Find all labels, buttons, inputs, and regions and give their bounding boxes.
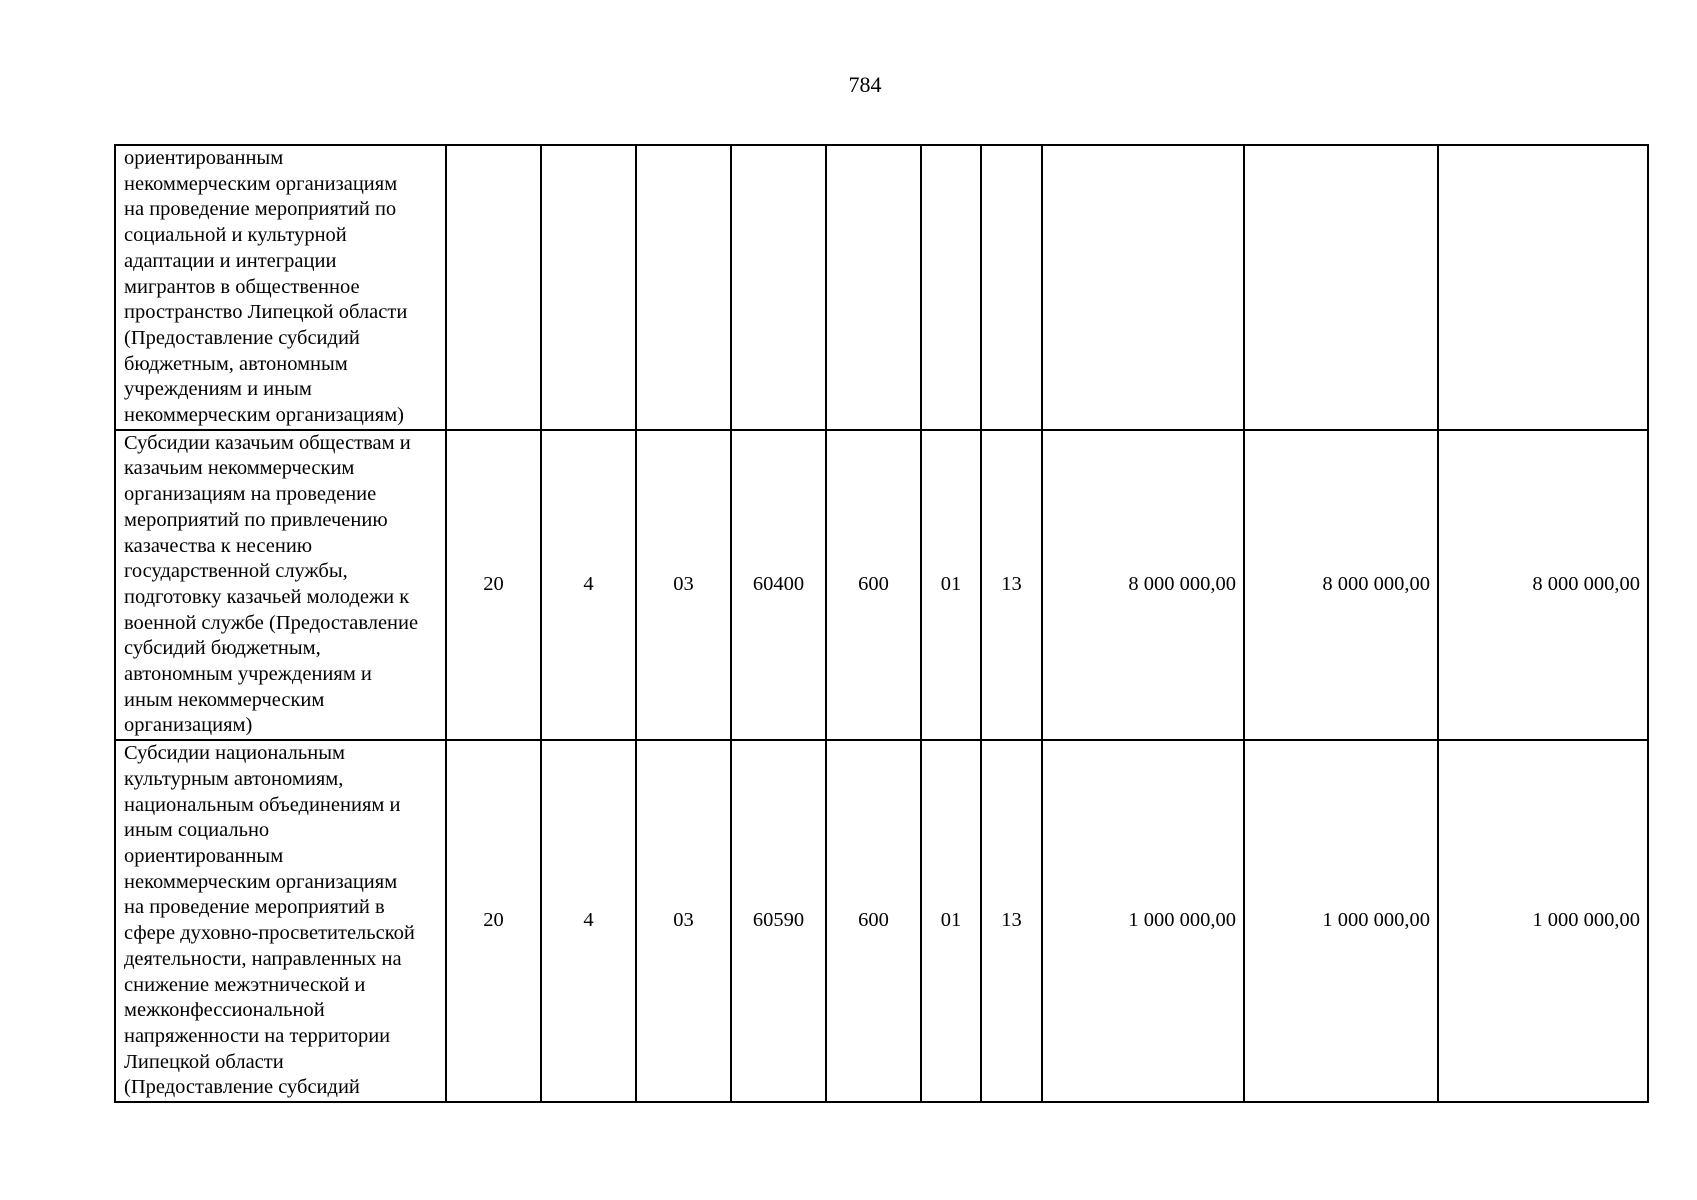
code-cell-5 (826, 145, 921, 430)
code-cell-1: 20 (446, 740, 541, 1102)
description-line: автономным учреждениям и (124, 663, 372, 686)
code-cell-7: 13 (981, 740, 1042, 1102)
description-line: культурным автономиям, (124, 767, 344, 790)
code-cell-1 (446, 145, 541, 430)
description-line: (Предоставление субсидий (124, 1076, 360, 1099)
code-cell-2 (541, 145, 636, 430)
description-line: снижение межэтнической и (124, 973, 366, 996)
code-cell-1: 20 (446, 430, 541, 740)
code-cell-2: 4 (541, 430, 636, 740)
table-row (115, 740, 1648, 1102)
row-description (115, 740, 446, 1102)
description-line: на проведение мероприятий в (124, 896, 385, 919)
code-cell-7: 13 (981, 430, 1042, 740)
code-cell-4: 60400 (731, 430, 826, 740)
description-line: межконфессиональной (124, 999, 325, 1022)
amount-cell-2: 1 000 000,00 (1244, 740, 1438, 1102)
page-number: 784 (848, 72, 882, 97)
description-line: учреждениям и иным (124, 378, 312, 401)
code-cell-3 (636, 145, 731, 430)
description-line: организациям на проведение (124, 483, 377, 506)
description-line: деятельности, направленных на (124, 947, 402, 970)
description-line: иным некоммерческим (124, 688, 325, 711)
description-line: социальной и культурной (124, 224, 347, 247)
description-line: казачества к несению (124, 534, 313, 557)
amount-cell-1: 8 000 000,00 (1042, 430, 1244, 740)
description-line: военной службе (Предоставление (124, 611, 419, 634)
description-line: напряженности на территории (124, 1024, 391, 1047)
description-line: некоммерческим организациям) (124, 404, 404, 427)
code-cell-6: 01 (921, 430, 981, 740)
code-cell-5: 600 (826, 740, 921, 1102)
description-line: (Предоставление субсидий (124, 326, 360, 349)
description-line: мероприятий по привлечению (124, 508, 388, 531)
code-cell-5: 600 (826, 430, 921, 740)
amount-cell-2 (1244, 145, 1438, 430)
description-line: подготовку казачьей молодежи к (124, 585, 410, 608)
table-row (115, 145, 1648, 430)
table-row (115, 430, 1648, 740)
row-description (115, 430, 446, 740)
description-line: государственной службы, (124, 560, 348, 583)
code-cell-7 (981, 145, 1042, 430)
description-line: субсидий бюджетным, (124, 637, 321, 660)
description-line: сфере духовно-просветительской (124, 922, 415, 945)
code-cell-3: 03 (636, 740, 731, 1102)
amount-cell-3: 1 000 000,00 (1438, 740, 1648, 1102)
description-line: на проведение мероприятий по (124, 198, 397, 221)
amount-cell-1: 1 000 000,00 (1042, 740, 1244, 1102)
amount-cell-3: 8 000 000,00 (1438, 430, 1648, 740)
description-line: мигрантов в общественное (124, 275, 360, 298)
amount-cell-3 (1438, 145, 1648, 430)
row-description (115, 145, 446, 430)
code-cell-3: 03 (636, 430, 731, 740)
description-line: организациям) (124, 714, 253, 737)
amount-cell-2: 8 000 000,00 (1244, 430, 1438, 740)
description-line: иным социально (124, 819, 270, 842)
description-line: ориентированным (124, 147, 284, 169)
description-line: Субсидии казачьим обществам и (124, 431, 411, 454)
description-line: некоммерческим организациям (124, 172, 398, 195)
description-line: некоммерческим организациям (124, 870, 398, 893)
code-cell-2: 4 (541, 740, 636, 1102)
description-line: бюджетным, автономным (124, 352, 348, 375)
description-line: адаптации и интеграции (124, 249, 337, 272)
description-line: Липецкой области (124, 1050, 284, 1073)
description-line: национальным объединениям и (124, 793, 401, 816)
code-cell-4: 60590 (731, 740, 826, 1102)
description-line: пространство Липецкой области (124, 301, 408, 324)
code-cell-4 (731, 145, 826, 430)
description-line: ориентированным (124, 844, 284, 867)
code-cell-6: 01 (921, 740, 981, 1102)
budget-table (114, 144, 1649, 1103)
description-line: Субсидии национальным (124, 742, 345, 765)
description-line: казачьим некоммерческим (124, 457, 355, 480)
amount-cell-1 (1042, 145, 1244, 430)
code-cell-6 (921, 145, 981, 430)
